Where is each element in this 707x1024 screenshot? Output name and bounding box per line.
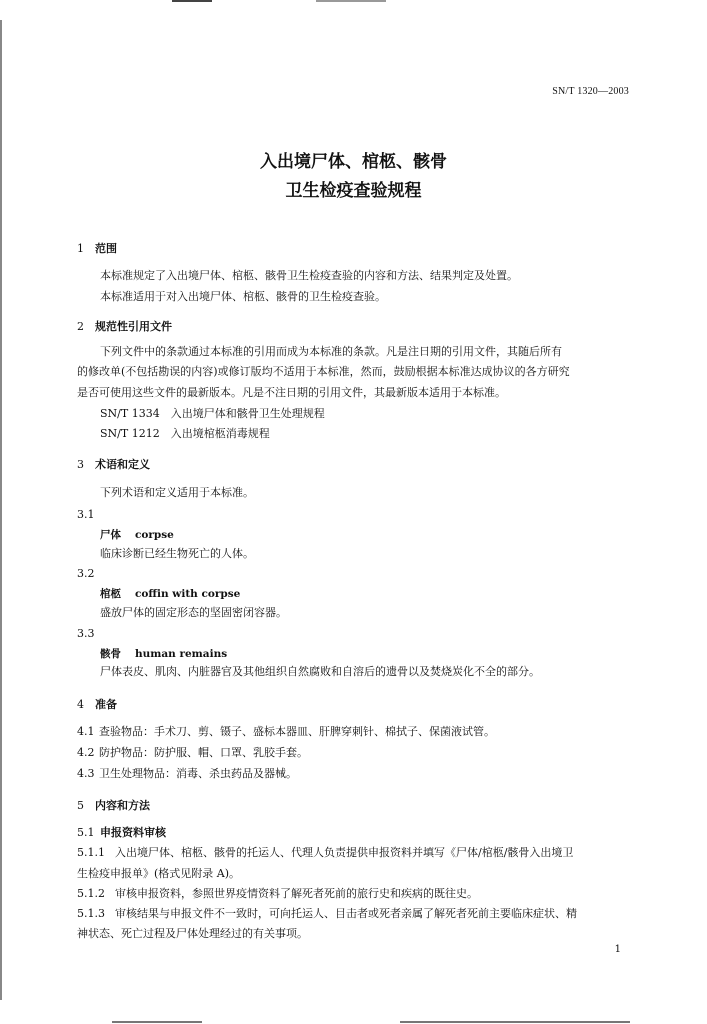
term-en: human remains <box>135 648 228 660</box>
paragraph: 下列术语和定义适用于本标准。 <box>100 486 254 499</box>
item-text: 审核结果与申报文件不一致时，可向托运人、目击者或死者亲属了解死者死前主要临床症状、精 <box>115 907 577 920</box>
paragraph-line: 是否可使用这些文件的最新版本。凡是不注日期的引用文件，其最新版本适用于本标准。 <box>77 386 506 399</box>
section-number: 4 <box>77 698 84 711</box>
section-number: 1 <box>77 242 84 255</box>
reference-item: SN/T 1334 入出境尸体和骸骨卫生处理规程 <box>100 407 325 420</box>
item-number: 4.1 <box>77 725 95 738</box>
term-zh: 棺柩 <box>100 588 121 600</box>
section-title: 内容和方法 <box>95 799 150 812</box>
list-item <box>77 765 297 781</box>
page-number: 1 <box>614 944 621 955</box>
list-item-line <box>77 905 577 921</box>
section-title: 规范性引用文件 <box>95 320 172 333</box>
term-definition: 临床诊断已经生物死亡的人体。 <box>100 547 254 560</box>
item-number: 5.1.2 <box>77 887 105 900</box>
list-item-line <box>77 844 573 860</box>
item-number: 4.2 <box>77 746 95 759</box>
list-item-line: 神状态、死亡过程及尸体处理经过的有关事项。 <box>77 927 308 940</box>
term-entry <box>100 646 227 661</box>
scan-mark-bottom-2 <box>400 1021 630 1023</box>
doc-title-line1: 入出境尸体、棺柩、骸骨 <box>260 152 447 172</box>
paragraph: 本标准规定了入出境尸体、棺柩、骸骨卫生检疫查验的内容和方法、结果判定及处置。 <box>100 269 518 282</box>
term-entry <box>100 586 240 601</box>
section-2-heading <box>77 318 172 334</box>
section-title: 准备 <box>95 698 117 711</box>
paragraph: 本标准适用于对入出境尸体、棺柩、骸骨的卫生检疫查验。 <box>100 290 386 303</box>
reference-item: SN/T 1212 入出境棺柩消毒规程 <box>100 427 270 440</box>
section-5-heading <box>77 797 150 813</box>
list-item <box>77 723 495 739</box>
item-text: 防护物品：防护服、帽、口罩、乳胶手套。 <box>99 746 308 759</box>
term-number: 3.3 <box>77 627 95 640</box>
standard-code: SN/T 1320—2003 <box>552 86 629 97</box>
section-1-heading <box>77 240 117 256</box>
term-entry <box>100 527 174 542</box>
list-item <box>77 885 478 901</box>
item-text: 审核申报资料，参照世界疫情资料了解死者死前的旅行史和疾病的既往史。 <box>115 887 478 900</box>
item-text: 入出境尸体、棺柩、骸骨的托运人、代理人负责提供申报资料并填写《尸体/棺柩/骸骨入出境卫 <box>115 846 574 859</box>
item-text: 卫生处理物品：消毒、杀虫药品及器械。 <box>99 767 297 780</box>
item-number: 5.1.3 <box>77 907 105 920</box>
term-en: coffin with corpse <box>135 588 241 600</box>
list-item <box>77 744 308 760</box>
item-text: 查验物品：手术刀、剪、镊子、盛标本器皿、肝脾穿刺针、棉拭子、保菌液试管。 <box>99 725 495 738</box>
term-en: corpse <box>135 529 174 541</box>
term-definition: 尸体表皮、肌肉、内脏器官及其他组织自然腐败和自溶后的遗骨以及焚烧炭化不全的部分。 <box>100 665 540 678</box>
scan-mark-bottom-1 <box>112 1021 202 1023</box>
term-number: 3.1 <box>77 508 95 521</box>
term-number: 3.2 <box>77 567 95 580</box>
paragraph-line: 下列文件中的条款通过本标准的引用而成为本标准的条款。凡是注日期的引用文件，其随后所有 <box>100 345 562 358</box>
term-zh: 骸骨 <box>100 648 121 660</box>
item-number: 5.1.1 <box>77 846 105 859</box>
section-number: 5 <box>77 799 84 812</box>
section-3-heading <box>77 456 150 472</box>
section-title: 术语和定义 <box>95 458 150 471</box>
subsection-number: 5.1 <box>77 826 95 839</box>
subsection-title: 申报资料审核 <box>100 826 166 839</box>
section-number: 2 <box>77 320 84 333</box>
term-zh: 尸体 <box>100 529 121 541</box>
subsection-heading <box>77 824 166 840</box>
paragraph-line: 的修改单(不包括勘误的内容)或修订版均不适用于本标准，然而，鼓励根据本标准达成协议的各方研究 <box>77 365 570 378</box>
term-definition: 盛放尸体的固定形态的坚固密闭容器。 <box>100 606 287 619</box>
scan-mark-top-2 <box>316 0 386 2</box>
section-4-heading <box>77 696 117 712</box>
section-number: 3 <box>77 458 84 471</box>
doc-title-line2: 卫生检疫查验规程 <box>285 181 422 201</box>
list-item-line: 生检疫申报单》(格式见附录 A)。 <box>77 867 241 880</box>
section-title: 范围 <box>95 242 117 255</box>
item-number: 4.3 <box>77 767 95 780</box>
scan-mark-top-1 <box>172 0 212 2</box>
